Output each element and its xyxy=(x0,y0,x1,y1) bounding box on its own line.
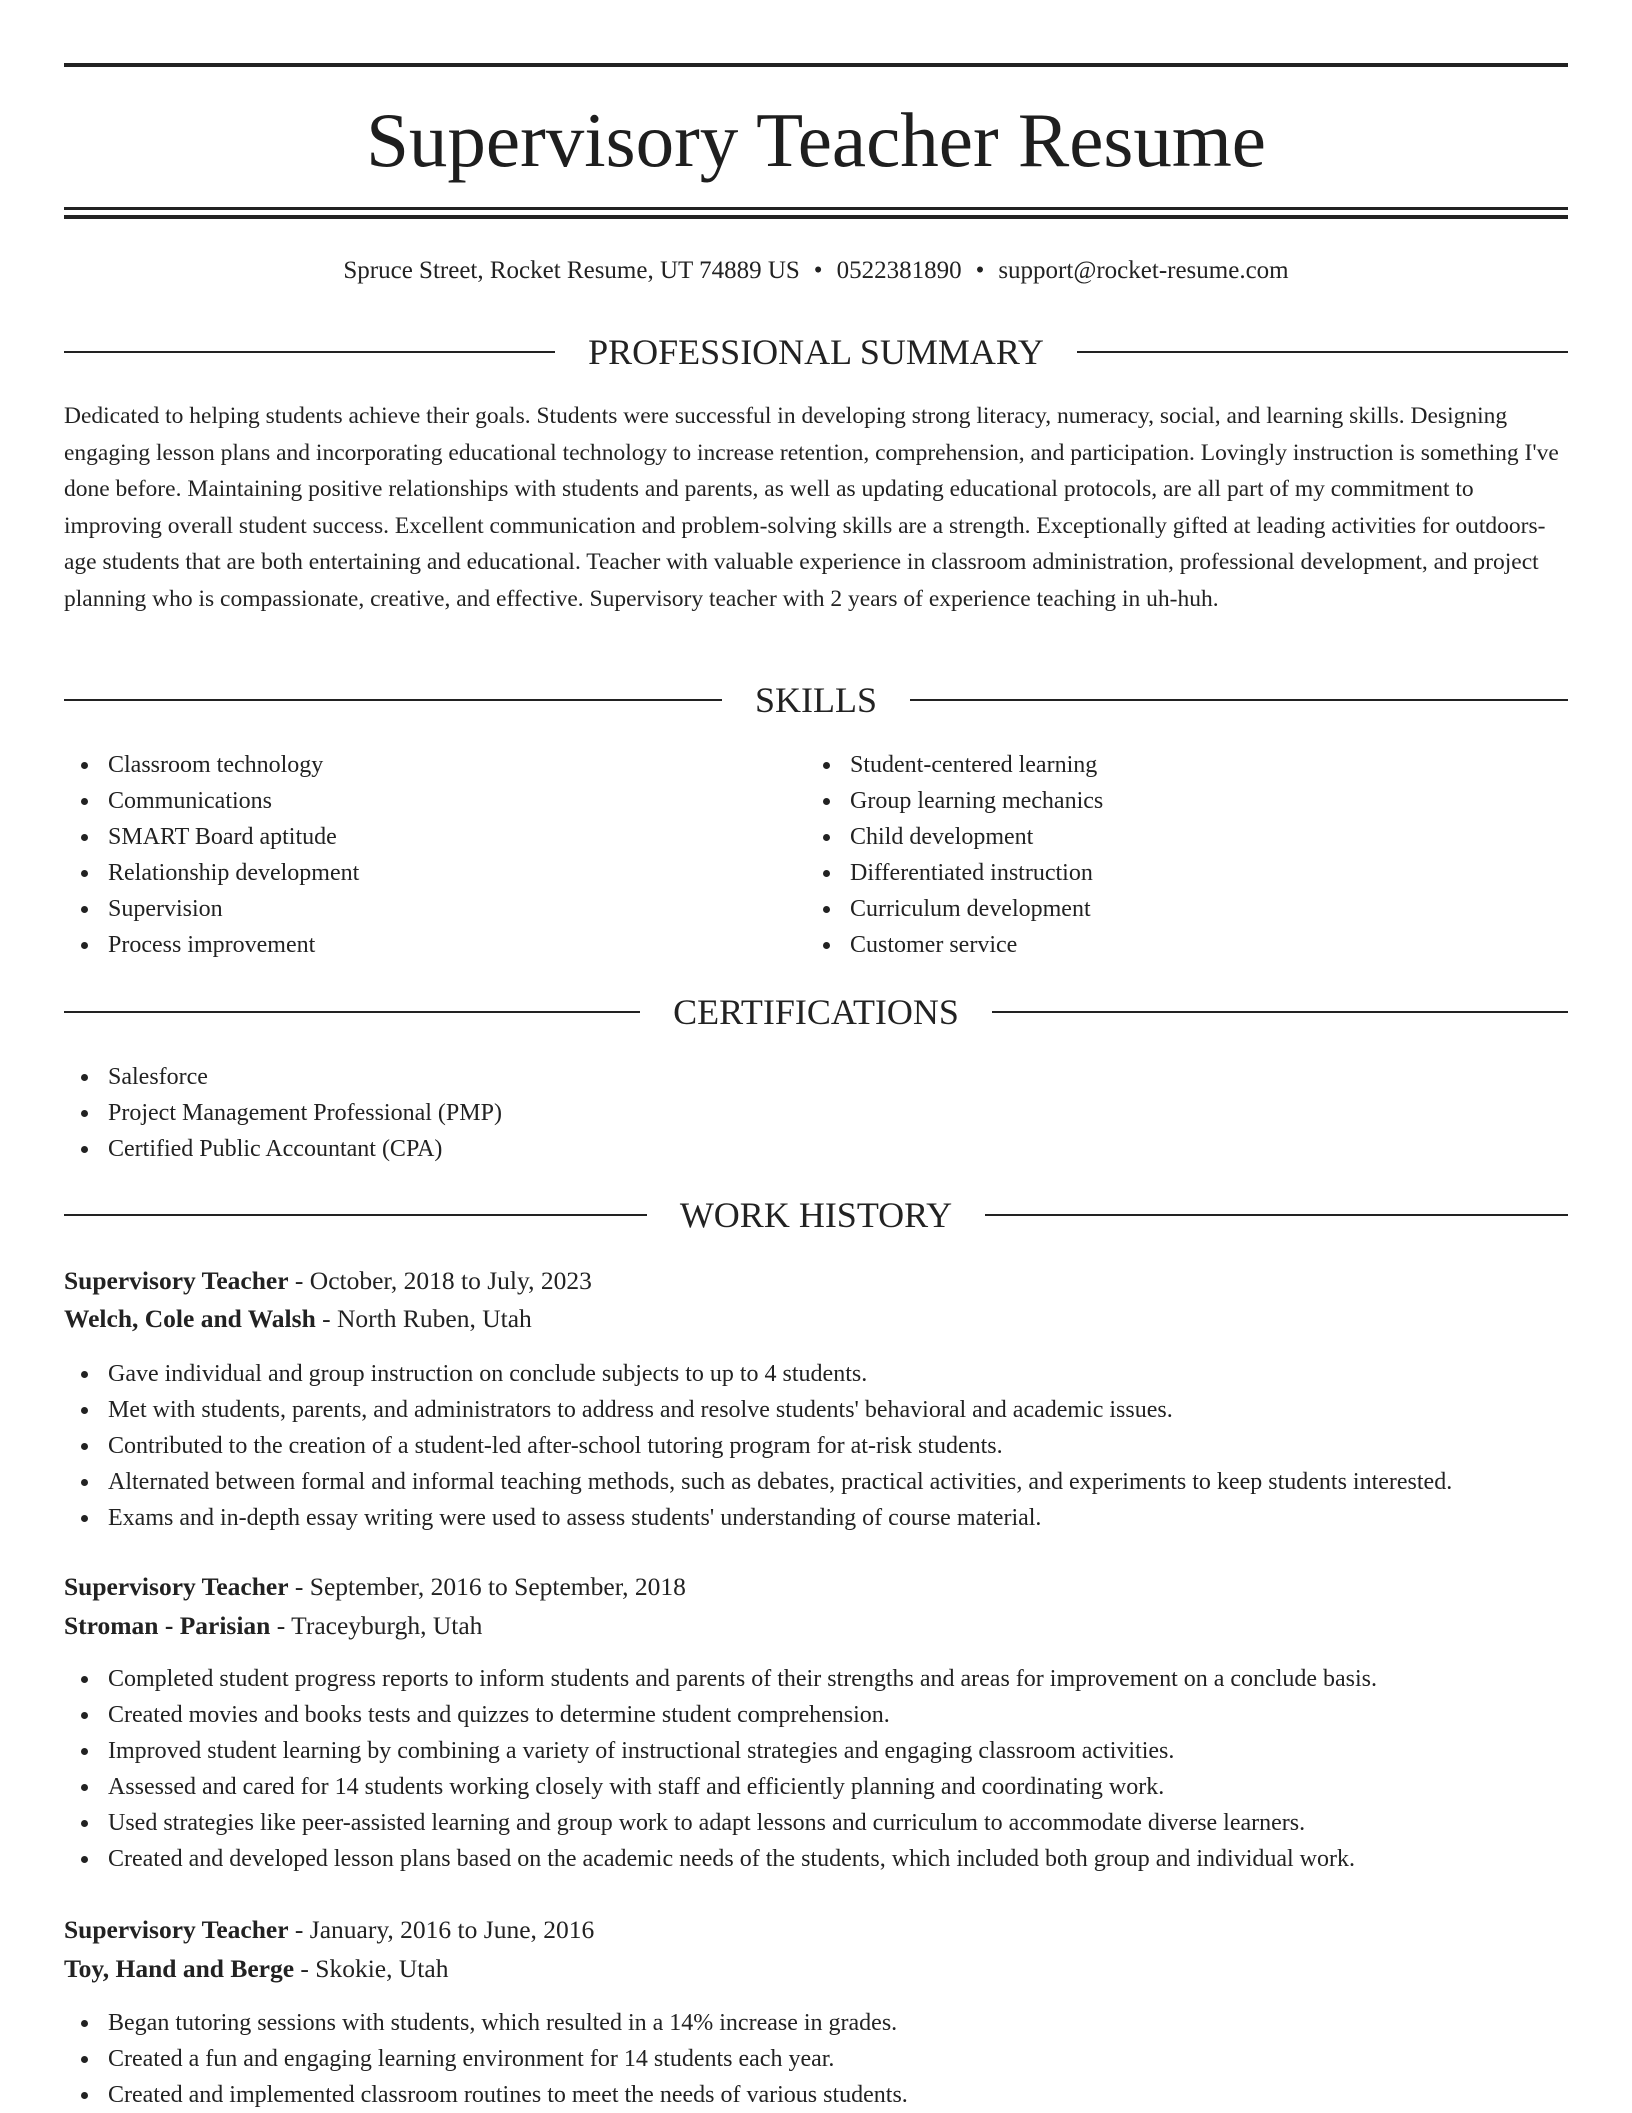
skills-list-right xyxy=(806,747,1506,963)
heading-rule xyxy=(64,699,722,701)
job-bullet: Improved student learning by combining a variety of instructional strategies and engaging classroom activities. xyxy=(64,1733,1568,1769)
job-bullets xyxy=(64,1356,1568,1536)
contact-address: Spruce Street, Rocket Resume, UT 74889 US xyxy=(343,257,800,284)
heading-rule xyxy=(992,1011,1568,1013)
job-company: Welch, Cole and Walsh xyxy=(64,1304,316,1333)
job-bullet: Exams and in-depth essay writing were used to assess students' understanding of course material. xyxy=(64,1500,1568,1536)
contact-line xyxy=(64,253,1568,289)
job-bullet: Alternated between formal and informal teaching methods, such as debates, practical activities, and experiments to keep students interested. xyxy=(64,1464,1568,1500)
contact-email: support@rocket-resume.com xyxy=(998,257,1289,284)
certifications-list xyxy=(64,1059,1064,1167)
skills-list-left xyxy=(64,747,764,963)
job-bullet: Contributed to the creation of a student-led after-school tutoring program for at-risk students. xyxy=(64,1428,1568,1464)
job-bullet: Assessed and cared for 14 students working closely with staff and efficiently planning and coordinating work. xyxy=(64,1769,1568,1805)
skill-item: Process improvement xyxy=(64,927,764,963)
top-rule xyxy=(64,63,1568,67)
summary-text: Dedicated to helping students achieve their goals. Students were successful in developing strong literacy, numeracy, social, and learning skills. Designing engaging lesson plans and incorporating educational technology to increase retention, comprehension, and participation. Lovingly instruction is something I've done before. Maintaining positive relationships with students and parents, as well as updating educational protocols, are all part of my commitment to improving overall student success. Excellent communication and problem-solving skills are a strength. Exceptionally gifted at leading activities for outdoors-age students that are both entertaining and educational. Teacher with valuable experience in classroom administration, professional development, and project planning who is compassionate, creative, and effective. Supervisory teacher with 2 years of experience teaching in uh-huh. xyxy=(64,403,1559,612)
job-bullet: Created movies and books tests and quizzes to determine student comprehension. xyxy=(64,1697,1568,1733)
job-bullet: Created and implemented classroom routines to meet the needs of various students. xyxy=(64,2077,1568,2113)
skill-item: Supervision xyxy=(64,891,764,927)
skill-item: Communications xyxy=(64,783,764,819)
job-title-line xyxy=(64,1569,1568,1605)
job-company-line xyxy=(64,1301,1568,1337)
job-bullets xyxy=(64,1661,1568,1877)
skill-item: Relationship development xyxy=(64,855,764,891)
job-location: - North Ruben, Utah xyxy=(315,1304,532,1333)
job-title: Supervisory Teacher xyxy=(64,1572,289,1601)
job-bullet: Began tutoring sessions with students, which resulted in a 14% increase in grades. xyxy=(64,2005,1568,2041)
job-location: - Traceyburgh, Utah xyxy=(270,1611,483,1640)
skill-item: Child development xyxy=(806,819,1506,855)
heading-rule xyxy=(64,1214,647,1216)
page-title: Supervisory Teacher Resume xyxy=(366,97,1266,183)
skill-item: Student-centered learning xyxy=(806,747,1506,783)
certification-item: Certified Public Accountant (CPA) xyxy=(64,1131,1064,1167)
job-bullets xyxy=(64,2005,1568,2113)
job-bullet: Used strategies like peer-assisted learning and group work to adapt lessons and curriculum to accommodate diverse learners. xyxy=(64,1805,1568,1841)
job-company: Stroman - Parisian xyxy=(64,1611,271,1640)
certification-item: Project Management Professional (PMP) xyxy=(64,1095,1064,1131)
heading-rule xyxy=(985,1214,1568,1216)
job-title-line xyxy=(64,1912,1568,1948)
job-bullet: Met with students, parents, and administrators to address and resolve students' behavioral and academic issues. xyxy=(64,1392,1568,1428)
work-history-heading-label: WORK HISTORY xyxy=(679,1195,953,1235)
heading-rule xyxy=(64,351,555,353)
job-bullet: Created a fun and engaging learning environment for 14 students each year. xyxy=(64,2041,1568,2077)
job-bullet: Gave individual and group instruction on conclude subjects to up to 4 students. xyxy=(64,1356,1568,1392)
heading-rule xyxy=(64,1011,640,1013)
skill-item: Group learning mechanics xyxy=(806,783,1506,819)
job-company-line xyxy=(64,1951,1568,1987)
job-bullet: Created and developed lesson plans based on the academic needs of the students, which included both group and individual work. xyxy=(64,1841,1568,1877)
job-title: Supervisory Teacher xyxy=(64,1915,289,1944)
skills-heading xyxy=(64,678,1568,722)
skill-item: SMART Board aptitude xyxy=(64,819,764,855)
contact-separator: • xyxy=(975,257,985,284)
job-company-line xyxy=(64,1608,1568,1644)
title-double-rule xyxy=(64,207,1568,219)
job-location: - Skokie, Utah xyxy=(294,1954,449,1983)
job-dates: - September, 2016 to September, 2018 xyxy=(288,1572,686,1601)
certification-item: Salesforce xyxy=(64,1059,1064,1095)
job-title: Supervisory Teacher xyxy=(64,1266,289,1295)
summary-heading-label: PROFESSIONAL SUMMARY xyxy=(588,332,1044,372)
job-dates: - January, 2016 to June, 2016 xyxy=(288,1915,595,1944)
job-bullet: Completed student progress reports to inform students and parents of their strengths and areas for improvement on a conclude basis. xyxy=(64,1661,1568,1697)
skill-item: Classroom technology xyxy=(64,747,764,783)
certifications-heading xyxy=(64,990,1568,1034)
job-title-line xyxy=(64,1263,1568,1299)
certifications-heading-label: CERTIFICATIONS xyxy=(673,992,959,1032)
heading-rule xyxy=(1077,351,1568,353)
heading-rule xyxy=(910,699,1568,701)
skill-item: Curriculum development xyxy=(806,891,1506,927)
work-history-heading xyxy=(64,1193,1568,1237)
job-dates: - October, 2018 to July, 2023 xyxy=(288,1266,592,1295)
contact-phone: 0522381890 xyxy=(836,257,962,284)
contact-separator: • xyxy=(813,257,823,284)
skill-item: Customer service xyxy=(806,927,1506,963)
skill-item: Differentiated instruction xyxy=(806,855,1506,891)
summary-heading xyxy=(64,330,1568,374)
job-company: Toy, Hand and Berge xyxy=(64,1954,295,1983)
skills-heading-label: SKILLS xyxy=(755,680,878,720)
